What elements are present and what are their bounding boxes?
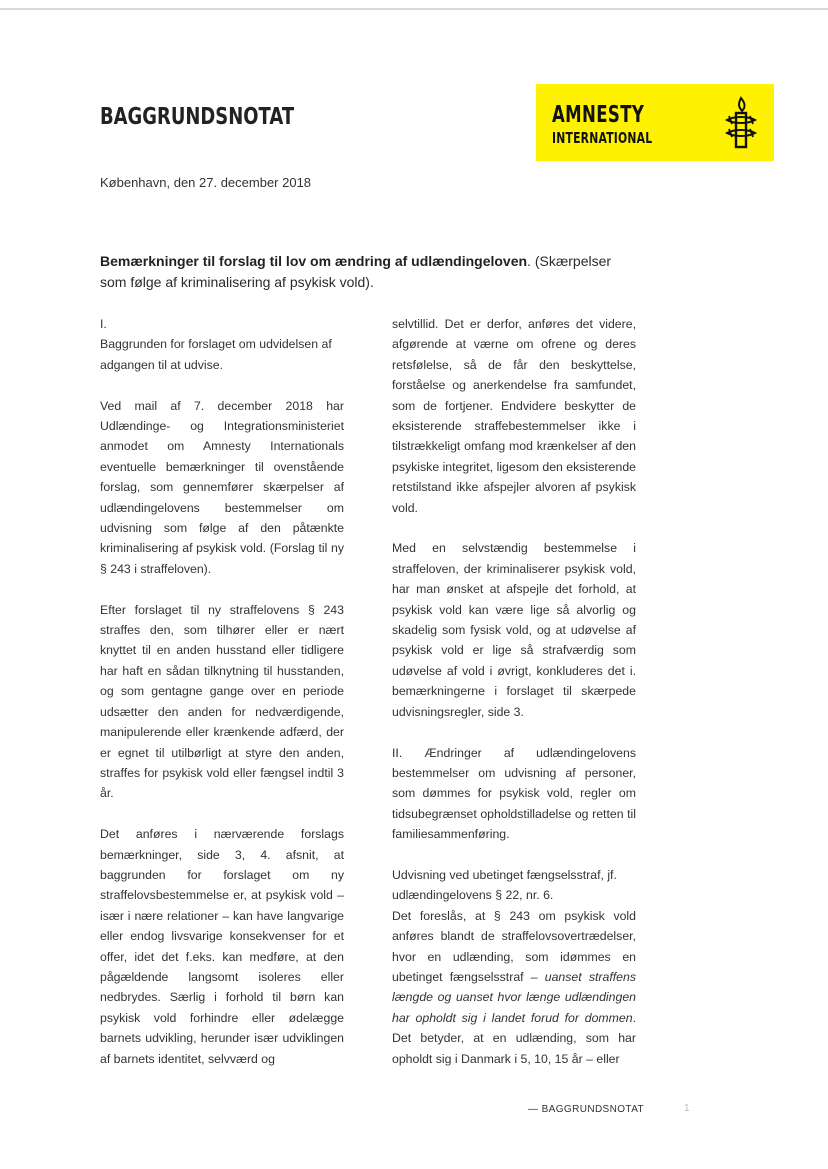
amnesty-logo — [536, 84, 774, 161]
dateline: København, den 27. december 2018 — [100, 175, 312, 190]
candle-barbed-wire-icon — [724, 96, 758, 152]
paragraph-text: . Det betyder, at en udlænding, som har opholdt sig i Danmark i 5, 10, 15 år – eller — [392, 1010, 636, 1066]
paragraph: selvtillid. Det er derfor, anføres det videre, afgørende at værne om ofrene og deres retsfølelse, så de får den beskyttelse, forståelse og anerkendelse fra samfundet, som de fortjener. Endvidere beskytter de eksisterende straffebestemmelser ikke i tilstrækkeligt omfang mod krænkelser af den psykiske integritet, ligesom den eksisterende retstilstand ikke afspejler alvoren af psykisk vold. — [392, 317, 637, 515]
sub-heading: Udvisning ved ubetinget fængselsstraf, jf. udlændingelovens § 22, nr. 6. — [392, 867, 617, 903]
subject-rest: . (Skærpelser som følge af kriminalisering af psykisk vold). — [100, 253, 612, 290]
section-heading: II. Ændringer af udlændingelovens bestemmelser om udvisning af personer, som dømmes for psykisk vold, regler om tidsubegrænset opholdstilladelse og retten til familiesammenføring. — [392, 745, 636, 842]
section-heading: Baggrunden for forslaget om udvidelsen af adgangen til at udvise. — [100, 337, 332, 372]
paragraph: Det anføres i nærværende forslags bemærkninger, side 3, 4. afsnit, at baggrunden for forslaget om ny straffelovsbestemmelse er, at psykisk vold – især i nære relationer – kan have langvarige eller endog livsvarige konsekvenser for et offer, idet det f.eks. kan medføre, at den pågældende langsomt isoleres eller nedbrydes. Særlig i forhold til børn kan psykisk vold forhindre eller ødelægge barnets udvikling, herunder især udviklingen af barnets identitet, selvværd og — [100, 827, 344, 1066]
logo-line-international: INTERNATIONAL — [552, 129, 653, 147]
paragraph-emphasis: uanset straffens længde og uanset hvor længe udlændingen har opholdt sig i landet forud for dommen — [392, 969, 636, 1025]
page-number: 1 — [684, 1103, 690, 1114]
paragraph: Efter forslaget til ny straffelovens § 243 straffes den, som tilhører eller er nært knyttet til en anden husstand eller tidligere har haft en sådan tilknytning til husstanden, og som gentagne gange over en periode udsætter den anden for nedværdigende, manipulerende eller krænkende adfærd, der er egnet til utilbørligt at styre den anden, straffes for psykisk vold eller fængsel indtil 3 år. — [100, 602, 344, 801]
document-type-title: BAGGRUNDSNOTAT — [100, 104, 295, 130]
logo-line-amnesty: AMNESTY — [552, 102, 645, 128]
paragraph-text: Det foreslås, at § 243 om psykisk vold anføres blandt de straffelovsovertrædelser, hvor en udlænding, som idømmes en ubetinget fængselsstraf – — [392, 908, 636, 984]
paragraph: Ved mail af 7. december 2018 har Udlændinge- og Integrationsministeriet anmodet om Amnesty Internationals eventuelle bemærkninger til ovenstående forslag, som gennemfører skærpelser af udlændingelovens bestemmelser om udvisning som følge af den påtænkte kriminalisering af psykisk vold. (Forslag til ny § 243 i straffeloven). — [100, 398, 344, 576]
paragraph: Med en selvstændig bestemmelse i straffeloven, der kriminaliserer psykisk vold, har man ønsket at afspejle det forhold, at psykisk vold kan være lige så alvorlig og skadelig som fysisk vold, og at udøvelse af psykisk vold er lige så strafværdig som udøvelse af vold i øvrigt, konkluderes det i. bemærkningerne i forslaget til skærpede udvisningsregler, side 3. — [392, 541, 636, 719]
subject-heading — [100, 251, 640, 293]
left-column — [100, 314, 344, 1069]
subject-bold: Bemærkninger til forslag til lov om ændring af udlændingeloven — [100, 253, 528, 269]
footer-label: — BAGGRUNDSNOTAT — [528, 1104, 645, 1115]
right-column — [392, 314, 636, 1069]
section-number: I. — [100, 317, 107, 331]
scan-edge — [0, 8, 828, 10]
paragraph — [392, 906, 636, 1069]
